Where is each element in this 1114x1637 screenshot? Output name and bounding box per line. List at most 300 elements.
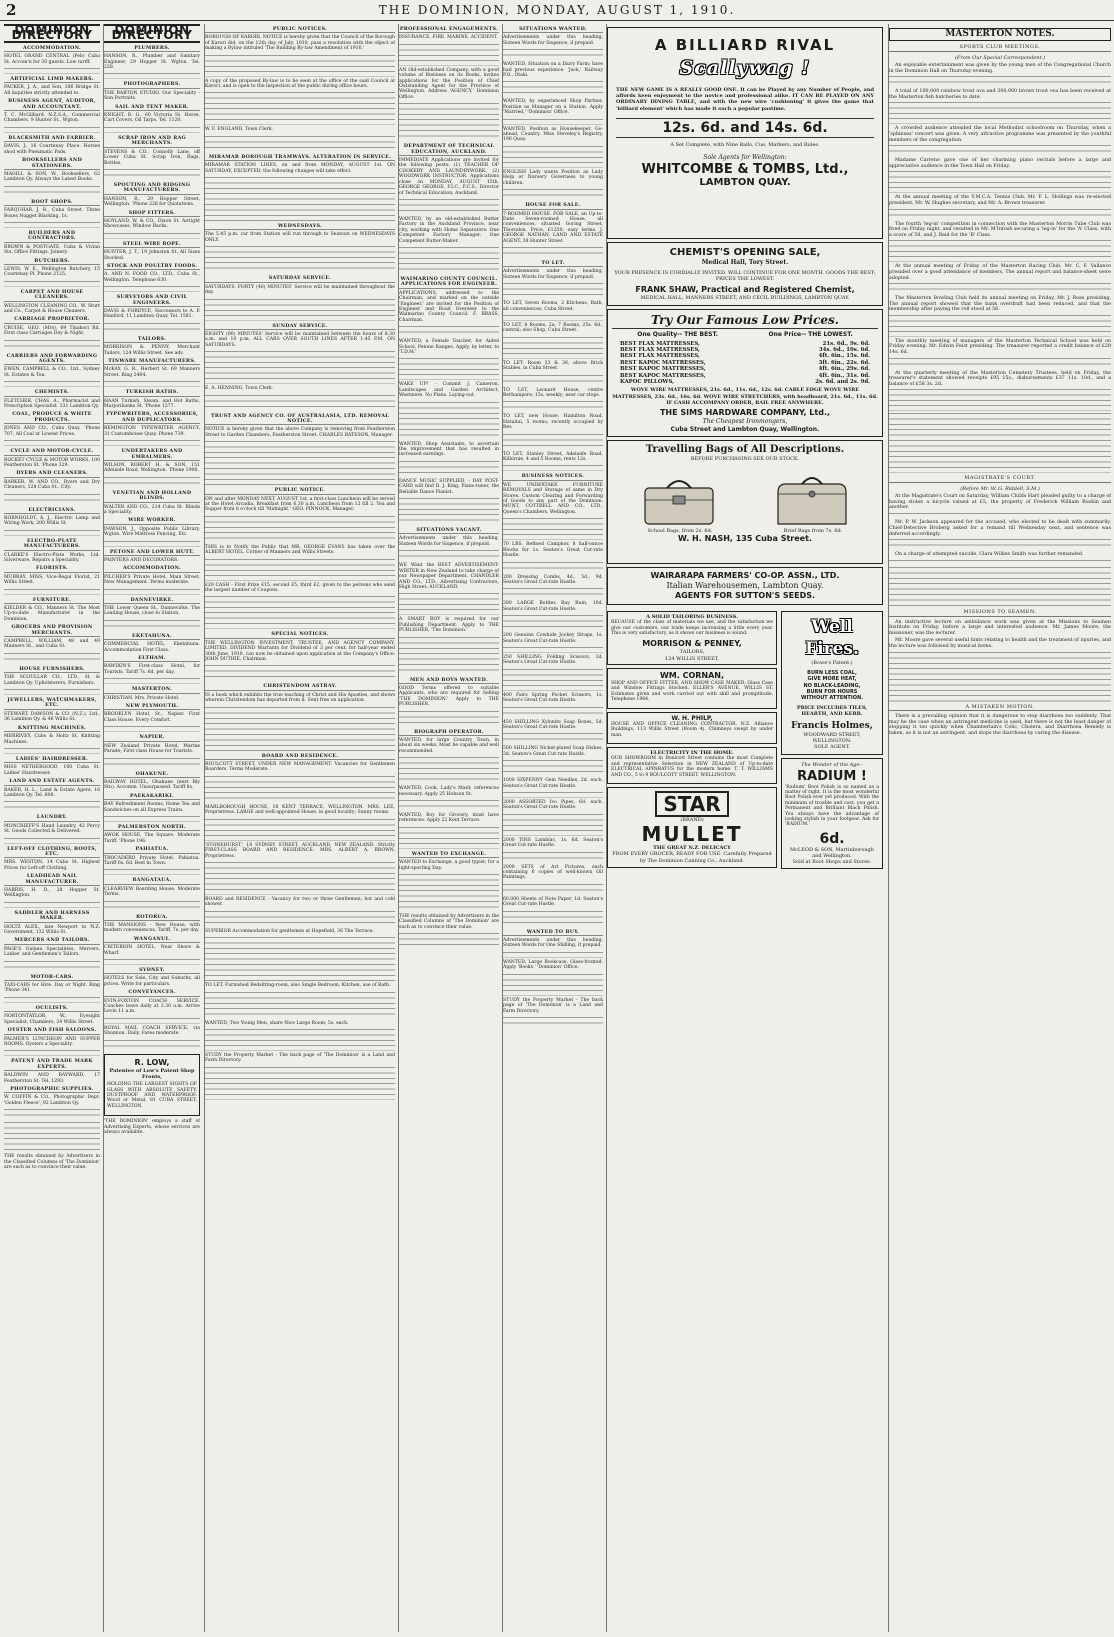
text-filler bbox=[4, 1050, 100, 1056]
price-value: 34s. 6d., 10s. 6d. bbox=[818, 347, 870, 354]
bottom-ads-row bbox=[607, 608, 883, 872]
section-heading: PALMERSTON NORTH. bbox=[104, 825, 200, 831]
text-filler bbox=[104, 901, 200, 912]
text-filler bbox=[503, 974, 603, 996]
missions-heading: MISSIONS TO SEAMEN. bbox=[889, 610, 1111, 616]
text-filler bbox=[503, 146, 603, 168]
column-directory-2 bbox=[103, 24, 200, 1632]
morrison-penney-ad bbox=[607, 611, 777, 665]
section-heading: BOOT SHOPS. bbox=[4, 200, 100, 206]
section-heading: MERCERS AND TAILORS. bbox=[4, 938, 100, 944]
section-heading: PAHIATUA. bbox=[104, 847, 200, 853]
listing-entry: Advertisements under this heading, Sixteen Words for One Shilling, if prepaid. bbox=[503, 938, 603, 949]
listing-entry: WELLINGTON CLEANING CO., W. Sturt and Co., Carpet & House Cleaners. bbox=[4, 303, 100, 314]
bottom-ads-left bbox=[607, 608, 777, 872]
text-filler bbox=[399, 103, 499, 141]
section-heading: FURNITURE. bbox=[4, 598, 100, 604]
article-paragraph: A crowded audience attended the local Methodist schoolroom on Thursday, when a 'sphinxes' concert was given. A very attractive programme was presented by the youthful members of the congregation. bbox=[889, 126, 1111, 143]
text-filler bbox=[503, 1017, 603, 1028]
text-filler bbox=[104, 678, 200, 684]
section-heading: PLUMBERS. bbox=[104, 46, 200, 52]
text-filler bbox=[503, 49, 603, 60]
listing-entry: BAWDEN'S First-class Hotel, for Tourists. Tariff 7s. 6d. per day. bbox=[104, 664, 200, 675]
philp-body: HOUSE AND OFFICE CLEANING CONTRACTOR. N.Z. Alliance Buildings, 113 Willis Street (Room 4). Chimneys swept by under man. bbox=[611, 722, 773, 738]
missions-paragraphs bbox=[889, 620, 1111, 650]
column-public-notices bbox=[204, 24, 395, 1632]
section-heading: NAPIER. bbox=[104, 735, 200, 741]
low-shopfront-ad bbox=[104, 1054, 200, 1116]
text-filler bbox=[503, 911, 603, 927]
listing-entry: 400 Pairs Spring Pocket Scissors, 1s. Seaton's Great Cut-rate Hustle. bbox=[503, 692, 603, 704]
section-heading: MIRAMAR BOROUGH TRAMWAYS. ALTERATION IN SERVICE. bbox=[205, 155, 395, 161]
morrison-role: TAILORS, bbox=[679, 649, 705, 656]
section-heading: TO LET. bbox=[503, 261, 603, 267]
text-filler bbox=[104, 1040, 200, 1051]
listing-entry: ROULCOTT STREET, UNDER NEW MANAGEMENT. Vacancies for Gentlemen Boarders. Terms Moderate. bbox=[205, 762, 395, 773]
billiard-price: 12s. 6d. and 14s. 6d. bbox=[616, 118, 874, 138]
price-item: BEST KAPOC MATTRESSES, bbox=[620, 372, 706, 379]
mistaken-motion-text: There is a prevailing opinion that it is dangerous to stop diarrhoea too suddenly. That may be the case when an astringent medicine is used, but there is not the least danger of stopping it too quickly when Chamberlain's Colic, Cholera, and Diarrhoea Remedy is taken, as it is not an astringent, and stops the diarrhoea by curing the disease. bbox=[889, 714, 1111, 736]
ad-subtitle: Patentee of Low's Patent Shop Fronts, bbox=[109, 1067, 195, 1080]
listing-entry: DANCE MUSIC SUPPLIED. - DAY POST-CARD will find R. J. King, Piano-tuner, the Reliable Dance Pianist. bbox=[399, 478, 499, 495]
chemist-address: MEDICAL HALL, MANNERS STREET, AND CECIL BUILDINGS, LAMBTON QUAY. bbox=[640, 294, 850, 301]
text-filler bbox=[399, 711, 499, 727]
listing-entry: BORNHOLDT, A. J., Electric Lamp and Wiring Work, 200 Willis St. bbox=[4, 515, 100, 527]
text-filler bbox=[205, 1029, 395, 1051]
listing-entry: TO LET, new House, Hamilton Road, Hataitai, 5 rooms; recently occupied by Rev. bbox=[503, 414, 603, 431]
mattress-extras: WOVE WIRE MATTRESSES, 21s. 6d., 11s. 6d., 12s. 6d. CABLE EDGE WOVE WIRE MATTRESSES, 23s. 6d., 16s. 6d. WOVE WIRE STRETCHERS, with headboard, 21s. 6d., 11s. 6d. IF CASH ACCOMPANY ORDER, RAIL FREE ANYWHERE. bbox=[612, 387, 878, 406]
article-paragraph: On a charge of attempted suicide, Clara Wilkes Smith was further remanded. bbox=[895, 552, 1084, 558]
text-filler bbox=[4, 902, 100, 908]
listing-entry: WILSON, ROBERT H. & SON, 151 Adelaide Road, Wellington. 'Phone 1906. bbox=[104, 462, 200, 474]
text-filler bbox=[399, 44, 499, 66]
price-value: 2s. 6d. and 2s. 9d. bbox=[815, 379, 870, 386]
listing-entry: MRS. WESTON, 14 Cuba St. Highest Prices for Left-off Clothing. bbox=[4, 860, 100, 871]
text-filler bbox=[104, 233, 200, 239]
text-filler bbox=[4, 186, 100, 197]
listing-entry: WE UNDERTAKE FURNITURE REMOVALS and Storage of same in Dry Stores. Custom Clearing and Forwarding of Goods to any part of the Dominion. MUNT, COTTRELL AND CO., LTD., Queen's Chambers, Wellington. bbox=[503, 482, 603, 515]
section-heading: CARRIERS AND FORWARDING AGENTS. bbox=[4, 354, 100, 366]
one-price: One Price-- THE LOWEST. bbox=[768, 331, 853, 339]
listing-entry: GOOD Terms offered to suitable Applicants, who are required for Selling 'THE DOMINION.' Apply to THE PUBLISHER. bbox=[399, 685, 499, 708]
listing-entry: E. A. HENNING, Town Clerk. bbox=[205, 386, 274, 392]
well-fires-sub: (Bowe's Patent.) bbox=[811, 660, 853, 667]
section-heading: OCULISTS. bbox=[4, 1006, 100, 1012]
listing-entry: WANTED, Shop Assistants, to ascertain the improvement that has resulted in increased earnings. bbox=[399, 441, 499, 458]
notices-list bbox=[205, 27, 395, 1100]
listing-entry: 2000 TINS Lamblac, 1s. 6d. Seaton's Great Cut-rate Hustle. bbox=[503, 837, 603, 849]
travelling-bags-ad bbox=[607, 440, 883, 564]
listing-entry: INSURANCE. FIRE. MARINE. ACCIDENT. bbox=[399, 35, 498, 41]
listing-entry: MERRIVEY, Cubs & Holtz St. Knitting Machines. bbox=[4, 734, 100, 745]
section-heading: SPOUTING AND RIDGING MANUFACTURERS. bbox=[104, 183, 200, 195]
brief-bag-icon bbox=[772, 472, 852, 528]
text-filler bbox=[503, 760, 603, 776]
listing-entry: IMMEDIATE Applications are invited for the following posts: (1) TEACHER OF COOKERY AND LAUNDRYWORK. (2) WOODWORK INSTRUCTOR. Applications close on MONDAY, AUGUST 15th. GEORGE GEORGE, F.I.C., F.C.S., Director of Technical Education, Auckland. bbox=[399, 158, 499, 196]
text-filler bbox=[503, 562, 603, 573]
sims-hardware-ad bbox=[607, 309, 883, 437]
text-filler bbox=[399, 247, 499, 274]
section-heading: UNDERTAKERS AND EMBALMERS. bbox=[104, 449, 200, 461]
text-filler bbox=[399, 933, 499, 949]
article-paragraph: An instructive lecture on ambulance work was given at the Missions to Seamen Institute on Friday, before a large and interested audience. Mr. James Moore, the missioner, was the lecturer. bbox=[889, 619, 1111, 636]
listing-entry: PILCHER'S Private Hotel, Main Street. New Management. Terms moderate. bbox=[104, 574, 200, 586]
text-filler bbox=[4, 440, 100, 446]
lambton-quay: LAMBTON QUAY. bbox=[699, 176, 791, 188]
section-heading: SITUATIONS WANTED. bbox=[503, 27, 603, 33]
text-filler bbox=[503, 852, 603, 863]
listing-entry: 2000 SETS of Art Pictures, each containing 6 copies of well-known Oil Paintings. bbox=[503, 864, 603, 881]
wairarapa-sub: Italian Warehousemen, Lambton Quay. bbox=[666, 581, 824, 591]
listing-entry: EIGHTY (80) MINUTES' Service will be maintained between the hours of 8.30 a.m. and 10 p.m. ALL CARS OVER SOUTH LINES AFTER 1.45 P.M. ON SATURDAYS. bbox=[205, 331, 395, 348]
text-filler bbox=[104, 869, 200, 875]
listing-entry: Advertisements under this heading, Sixteen Words for Sixpence, if prepaid. bbox=[503, 35, 603, 46]
price-value: 4ft. 6in., 15s. 6d. bbox=[818, 353, 870, 360]
listing-entry: WANTED, Boy for Grocery, must have references. Apply 22 Kent Terrace. bbox=[399, 813, 499, 824]
situations-list bbox=[503, 27, 603, 1028]
section-heading: VENETIAN AND HOLLAND BLINDS. bbox=[104, 491, 200, 503]
text-filler bbox=[104, 816, 200, 822]
radium-title: RADIUM ! bbox=[797, 768, 867, 784]
section-heading: RANGATAUA. bbox=[104, 878, 200, 884]
listing-entry: THE results obtained by Advertisers in the Classified Columns of 'The Dominion' are such as to convince their value. bbox=[399, 914, 499, 930]
text-filler bbox=[889, 145, 1111, 156]
section-heading: SAIL AND TENT MAKER. bbox=[104, 105, 200, 111]
bags-subtitle: BEFORE PURCHASING SEE OUR STOCK. bbox=[690, 456, 800, 463]
text-filler bbox=[104, 169, 200, 180]
listing-entry: WAKE UP! - Commit J. Cameron, Landscapes and Garden Architect, Westmere. No Plans. Laying-out. bbox=[399, 382, 499, 399]
listing-entry: HOLTZ ALEX., late Newport to N.Z. Government, 132 Willis St. bbox=[4, 924, 100, 936]
section-heading: TURKISH BATHS. bbox=[104, 390, 200, 396]
sims-address: Cuba Street and Lambton Quay, Wellington. bbox=[670, 425, 820, 433]
text-filler bbox=[205, 55, 395, 77]
listing-entry: IS a book which exhibits the true teaching of Christ and His Apostles, and shows wherein Christendom has departed from it. Sent free on application. bbox=[205, 692, 395, 704]
text-filler bbox=[4, 340, 100, 351]
holmes-agent: SOLE AGENT. bbox=[814, 744, 850, 751]
well-fires-ad bbox=[781, 611, 883, 755]
text-filler bbox=[104, 726, 200, 732]
article-paragraph: At the Magistrate's Court on Saturday, William Childs Hart pleaded guilty to a charge of having stolen a bicycle valued at £5, the property of Frederick William Ruskin and another. bbox=[889, 494, 1111, 511]
section-heading: PUBLIC NOTICE. bbox=[205, 488, 395, 494]
section-heading: HOUSE FURNISHERS. bbox=[4, 667, 100, 673]
listing-entry: WANTED, Cook, Lady's Maid; references necessary. Apply 25 Hobson St. bbox=[399, 786, 499, 797]
chemist-opening-sale-ad bbox=[607, 242, 883, 306]
listing-entry: MIRAMAR STATION LINES, on and from MONDAY, AUGUST 1st. ON SATURDAY, EXCEPTED, the following changes will take effect. bbox=[205, 163, 395, 174]
section-heading: CONVEYANCES. bbox=[104, 990, 200, 996]
text-filler bbox=[4, 68, 100, 74]
listing-entry: CRUISE, GEO. (Mrs), 69 Tinakori Rd. First class Carriages Day & Night. bbox=[4, 325, 100, 337]
text-filler bbox=[4, 494, 100, 505]
text-filler bbox=[4, 127, 100, 133]
text-filler bbox=[205, 992, 395, 1019]
listing-entry: BROWN & POSTGATE, Cuba & Vivian Sts. Office Fittings. Joinery. bbox=[4, 244, 100, 256]
text-filler bbox=[205, 862, 395, 895]
cornan-ad bbox=[607, 668, 777, 709]
text-filler bbox=[503, 315, 603, 321]
listing-entry: 7-ROOMED HOUSE. FOR SALE, an Up-to-Date Seven-roomed House, all conveniences, situated Goring Street, Thorndon. Price, £1250; easy terms. J. GEORGE NATHAN, LAND AND ESTATE AGENT, 38 Hunter Street. bbox=[503, 211, 603, 244]
text-filler bbox=[889, 171, 1111, 193]
listing-entry: BOROUGH OF KARORI. NOTICE is hereby given that the Council of the Borough of Karori did, on the 12th day of July, 1910, pass a resolution with the object of making a Bylaw intituled 'The Building By-law Amendment of 1910.' bbox=[205, 35, 395, 52]
section-heading: WAIMARINO COUNTY COUNCIL. APPLICATIONS FOR ENGINEER. bbox=[400, 275, 498, 288]
text-filler bbox=[399, 199, 499, 215]
section-heading: SITUATIONS VACANT. bbox=[399, 528, 499, 534]
listing-entry: 300 LARGE Bottles Bay Rum, 10d. Seaton's Great Cut-rate Hustle. bbox=[503, 601, 603, 612]
section-heading: NEW PLYMOUTH. bbox=[104, 704, 200, 710]
section-heading: HOUSE FOR SALE. bbox=[503, 203, 603, 209]
mistaken-motion-heading: A MISTAKEN MOTION. bbox=[889, 705, 1111, 711]
text-filler bbox=[503, 81, 603, 97]
section-heading: WANTED TO EXCHANGE. bbox=[399, 852, 499, 858]
text-filler bbox=[399, 550, 499, 561]
text-filler bbox=[503, 952, 603, 958]
quality-price-row bbox=[612, 331, 878, 339]
article-paragraph: Mr. P. W. Jackson appeared for the accused, who elected to be dealt with summarily. Chief-Detective Broberg asked for a remand till Wednesday next, and sentence was deferred accordingly. bbox=[889, 520, 1111, 537]
section-heading: OHAKUNE. bbox=[104, 772, 200, 778]
listing-entry: TO LET, Furnished Bedsitting-room, also Single Bedroom, Kitchen, use of Bath. bbox=[205, 983, 391, 989]
section-heading: STEEL WIRE ROPE. bbox=[104, 242, 200, 248]
listing-entry: THE MANSIONS - New House, with modern conveniences. Tariff, 7s. per day. bbox=[104, 923, 200, 934]
text-filler bbox=[4, 997, 100, 1003]
section-heading: BIOGRAPH OPERATOR. bbox=[399, 730, 499, 736]
listing-entry: MURRAY, MISS, Vice-Regal Florist, 21 Willis Street. bbox=[4, 574, 100, 586]
listing-entry: 70 LBS. Refined Camphor, 8 half-ounce Blocks for 1s. Seaton's Great Cut-rate Hustle. bbox=[503, 542, 603, 559]
text-filler bbox=[205, 911, 395, 927]
text-filler bbox=[104, 440, 200, 446]
low-prices-slogan: Try Our Famous Low Prices. bbox=[612, 313, 878, 329]
brief-bags-caption: Brief Bags from 7s. 6d. bbox=[783, 528, 843, 535]
text-filler bbox=[503, 647, 603, 653]
section-heading: CHRISTENDOM ASTRAY. bbox=[205, 684, 395, 690]
section-heading: ARTIFICIAL LIMB MAKERS. bbox=[4, 77, 100, 83]
section-heading: DANNEVIRKE. bbox=[104, 598, 200, 604]
listing-entry: BARKER, W. AND CO., Dyers and Dry Cleaners, 128 Cuba St., City. bbox=[4, 479, 100, 491]
section-heading: LAUNDRY. bbox=[4, 815, 100, 821]
text-filler bbox=[4, 689, 100, 695]
listing-entry: THIS is to Notify the Public that MR. GEORGE EVANS has taken over the ALBERT HOTEL, Corner of Manners and Willis Streets. bbox=[205, 544, 395, 556]
section-heading: WANGANUI. bbox=[104, 937, 200, 943]
radium-polish-ad bbox=[781, 758, 883, 869]
chemist-body: YOUR PRESENCE IS CORDIALLY INVITED. WILL CONTINUE FOR ONE MONTH. GOODS THE BEST; PRICES THE LOWEST. bbox=[614, 269, 876, 282]
listing-entry: HOTELS for Sale, City and Suburbs, all prices. Write for particulars. bbox=[104, 976, 200, 987]
listing-entry: W. F. ENGLAND, Town Clerk. bbox=[205, 127, 274, 133]
listing-entry: ROCKET CYCLE & MOTOR WORKS, 100 Featherston St. 'Phone 329. bbox=[4, 457, 100, 468]
column-professional-engagements bbox=[398, 24, 499, 1632]
court-note: (Before Mr. W. G. Riddell, S.M.) bbox=[960, 485, 1040, 492]
listing-entry: PALMER'S LUNCHEON AND SUPPER ROOMS. Oysters a Speciality. bbox=[4, 1036, 100, 1047]
text-filler bbox=[399, 358, 499, 380]
frank-shaw: FRANK SHAW, Practical and Registered Chemist, bbox=[635, 284, 855, 294]
listing-entry: MARLBOROUGH HOUSE, 18 KENT TERRACE, WELLINGTON. MRS. LEE, Proprietress. LARGE and well-appointed House, in good locality; Sunny rooms. bbox=[205, 804, 395, 816]
listing-entry: AN Old-established Company, with a good volume of Business on its Books, invites applications for the Position of Chief Outstanding Agent for the Province of Wellington. Address 'AGENCY,' Dominion Office. bbox=[399, 67, 499, 100]
text-filler bbox=[503, 247, 603, 258]
listing-entry: WANTED, by an old-established Butter Factory in the Auckland Province, near city, working with Home Separators: One Competent Factory Manager. One Competent Butter-Maker. bbox=[399, 216, 499, 244]
fire-features bbox=[785, 670, 879, 701]
listing-entry: REMINGTON TYPEWRITER AGENCY, 31 Customhouse Quay. Phone 739. bbox=[104, 426, 200, 437]
fire-feature: BURN FOR HOURS bbox=[806, 688, 858, 695]
billiard-rival-ad bbox=[607, 27, 883, 239]
section-heading: PUBLIC NOTICES. bbox=[205, 27, 395, 33]
text-filler bbox=[4, 653, 100, 664]
listing-entry: 2000 ASSORTED Ivo Pipes, 6d. each. Seaton's Great Cut-rate Hustle. bbox=[503, 800, 603, 811]
price-item: BEST FLAX MATTRESSES, bbox=[620, 353, 700, 360]
listing-entry: EVIN-FOXTON COACH SERVICE. Coaches leave daily at 3.30 a.m. Arrive Levin 11 a.m. bbox=[104, 998, 200, 1015]
text-filler bbox=[205, 776, 395, 803]
star-mullet-ad bbox=[607, 787, 777, 868]
listing-entry: £20 CASH - First Prize £15, second £5, third £2, given to the persons who send the largest number of Coupons. bbox=[205, 582, 395, 593]
text-filler bbox=[205, 665, 395, 681]
section-heading: CHEMISTS. bbox=[4, 390, 100, 396]
page-number: 2 bbox=[6, 1, 17, 19]
text-filler bbox=[104, 959, 200, 965]
section-heading: SURVEYORS AND CIVIL ENGINEERS. bbox=[104, 295, 200, 307]
text-filler bbox=[503, 465, 603, 471]
listing-entry: 200 Genuine Cowhide Jockey Straps, 1s. Seaton's Great Cut-rate Hustle. bbox=[503, 633, 603, 644]
text-filler bbox=[889, 539, 1111, 550]
section-heading: KNITTING MACHINES. bbox=[4, 726, 100, 732]
text-filler bbox=[399, 593, 499, 615]
section-heading: TINWARE MANUFACTURERS. bbox=[104, 359, 200, 365]
radium-price: 6d. bbox=[819, 830, 845, 847]
listing-entry: WE Want the BEST ADVERTISEMENT-WRITER in New Zealand to take charge of our Newspaper Department. CHANDLER AND CO., LTD., Advertising Contractors, High Street, AUCKLAND. bbox=[399, 563, 499, 590]
section-heading: BUSINESS AGENT, AUDITOR, AND ACCOUNTANT. bbox=[4, 99, 100, 111]
listing-entry: BOARD and RESIDENCE - Vacancy for two or three Gentlemen; hot and cold shower. bbox=[205, 896, 395, 908]
text-filler bbox=[889, 102, 1111, 124]
text-filler bbox=[4, 1122, 100, 1152]
listing-entry: DAWSON, J., Opposite Public Library, Wgton. Wire Mattress Fencing, Etc. bbox=[104, 526, 200, 538]
listing-entry: RAILWAY HOTEL, Ohakune (next Rly Stn). Accomm. Unsurpassed. Tariff 8s. bbox=[104, 779, 200, 791]
text-filler bbox=[104, 1018, 200, 1024]
wairarapa-farmers-ad bbox=[607, 567, 883, 605]
star-name: STAR bbox=[655, 791, 728, 817]
listing-entry: ROYAL MAIL COACH SERVICE, via Shannon. Daily. Fares moderate. bbox=[104, 1025, 200, 1037]
section-heading: FLORISTS. bbox=[4, 566, 100, 572]
text-filler bbox=[399, 800, 499, 811]
fire-feature: WITHOUT ATTENTION. bbox=[800, 695, 864, 702]
chemist-hall: Medical Hall, Tory Street. bbox=[701, 259, 789, 266]
price-row bbox=[612, 379, 878, 385]
listing-entry: MONCRIEFF'S Hand Laundry, 42 Percy St. Goods Collected & Delivered. bbox=[4, 823, 100, 835]
section-heading: SADDLER AND HARNESS MAKER. bbox=[4, 911, 100, 923]
newspaper-title: THE DOMINION, MONDAY, AUGUST 1, 1910. bbox=[378, 3, 736, 17]
listing-entry: THE Lower Queen St., Dannevirke. The Leading House, close to Station. bbox=[104, 606, 200, 617]
text-filler bbox=[4, 222, 100, 228]
text-filler bbox=[205, 351, 395, 384]
listing-entry: A. AND N. FOOD CO., LTD., Cuba St., Wellington. Telephone 630. bbox=[104, 272, 200, 283]
price-value: 4ft. 6in., 29s. 6d. bbox=[818, 366, 870, 373]
text-filler bbox=[104, 73, 200, 79]
listing-entry: DAVIS & FORDYCE, Successors to A. P. Hanford, 11 Lambton Quay. Tel. 1581. bbox=[104, 309, 200, 320]
section-heading: LEFT-OFF CLOTHING, BOOTS, ETC. bbox=[4, 847, 100, 859]
text-filler bbox=[889, 315, 1111, 337]
section-heading: PROFESSIONAL ENGAGEMENTS. bbox=[399, 26, 499, 32]
section-heading: DEPARTMENT OF TECHNICAL EDUCATION, AUCKLAND. bbox=[399, 144, 499, 156]
listing-entry: TROCADERO Private Hotel. Pahiatua. Tariff 6s. 6d. Best in Town. bbox=[104, 855, 200, 866]
text-filler bbox=[889, 389, 1111, 411]
text-filler bbox=[205, 246, 395, 273]
well-fires-title: Well Fires. bbox=[805, 617, 859, 660]
listing-entry: HANSON, R., Plumber and Sanitary Engineer, 29 Hopper St. Wgton. Tel. 228. bbox=[104, 54, 200, 71]
text-filler bbox=[503, 119, 603, 125]
section-heading: WIRE WORKER. bbox=[104, 518, 200, 524]
listing-entry: The 5.45 p.m. car from Station will run through to Seatoun on WEDNESDAYS ONLY. bbox=[205, 232, 395, 243]
section-heading: BOOKSELLERS AND STATIONERS. bbox=[4, 158, 100, 170]
text-filler bbox=[104, 589, 200, 595]
section-heading: SYDNEY. bbox=[104, 968, 200, 974]
text-filler bbox=[399, 874, 499, 912]
section-heading: BUTCHERS. bbox=[4, 259, 100, 265]
text-filler bbox=[104, 620, 200, 631]
radium-sold: Sold at Boot Shops and Stores. bbox=[792, 859, 872, 866]
section-heading: SPECIAL NOTICES. bbox=[205, 632, 395, 638]
listing-entry: NEW Zealand Private Hotel, Marine Parade; First-class House for Tourists. bbox=[104, 743, 200, 755]
text-filler bbox=[503, 375, 603, 386]
listing-entry: BAY Refreshment Rooms, Home Tea and Sandwiches on all Express Trains. bbox=[104, 802, 200, 813]
column-directory-1 bbox=[4, 24, 100, 1632]
billiard-title: A BILLIARD RIVAL bbox=[654, 36, 836, 54]
listing-entry: HAAN Turkish, Steam, and Hot Baths, Marjoribanks St. 'Phone 1377. bbox=[104, 398, 200, 410]
section-heading: TAILORS. bbox=[104, 337, 200, 343]
section-heading: SHOP FITTERS. bbox=[104, 211, 200, 217]
listing-entry: ON and after MONDAY NEXT, AUGUST 1st, a first-class Luncheon will be served at the Hotel Arcadia. Breakfast from 6.30 a.m. Luncheon from 12 till 2. Tea and Supper from 6 o'clock till 'Midnight.' GEO. PINNOCK, Manager. bbox=[205, 496, 395, 513]
school-bag-icon bbox=[639, 472, 719, 528]
directory-list bbox=[4, 46, 100, 1120]
price-item: BEST KAPOC MATTRESSES, bbox=[620, 359, 706, 366]
classified-footer-note: THE results obtained by Advertisers in the Classified Columns of 'The Dominion' are such as to convince their value. bbox=[4, 1154, 100, 1170]
listing-entry: TO LET, 8 Rooms, 2a; 7 Rooms, 25s. 6d., central; also Shop, Cuba Street. bbox=[503, 322, 603, 334]
text-filler bbox=[503, 733, 603, 744]
column-masterton-notes bbox=[888, 24, 1111, 1632]
listing-entry: WANTED, Position as Housekeeper, Go-ahead, Country. Miss Steveley's Registry, 196 Quay. bbox=[503, 126, 603, 143]
text-filler bbox=[205, 136, 395, 152]
text-filler bbox=[205, 516, 395, 543]
text-filler bbox=[4, 530, 100, 536]
text-filler bbox=[205, 559, 395, 581]
text-filler bbox=[503, 707, 603, 718]
text-filler bbox=[503, 615, 603, 631]
fire-feature: NO BLACK-LEADING, bbox=[803, 682, 861, 689]
article-paragraph: Mr. Moore gave several useful hints relating to health and the treatment of injuries, and the lecture was followed by musical items. bbox=[889, 638, 1111, 649]
scallywag-name: Scallywag ! bbox=[679, 57, 811, 79]
listing-entry: WANTED, for large Country Town, in about six weeks. Must be capable and well recommended. bbox=[399, 737, 499, 754]
masterton-notes-heading: MASTERTON NOTES. bbox=[889, 28, 1111, 41]
billiard-description: THE NEW GAME IS A REALLY GOOD ONE. It can be Played by any Number of People, and affords keen enjoyment to the novice and professional alike. IT CAN BE PLAYED ON ANY ORDINARY DINING TABLE, and with the new wire 'cushioning' it gives the game that 'billiard element' which has made it such a popular pastime. bbox=[616, 87, 874, 112]
text-filler bbox=[205, 707, 395, 751]
listing-entry: MAGILL & SON, W., Booksellers, 62 Lambton Qy. Always the Latest Books. bbox=[4, 171, 100, 183]
text-filler bbox=[889, 283, 1111, 294]
fire-feature: GIVE MORE HEAT, bbox=[807, 676, 857, 683]
listing-entry: A copy of the proposed By-law is to be seen at the office of the said Council at Karori, and is open to the inspection of the public during office hours. bbox=[205, 78, 395, 90]
listing-entry: MORRISON & PENNY, Merchant Tailors, 124 Willis Street. See adv. bbox=[104, 345, 200, 356]
section-heading: PAEKAKARIKI. bbox=[104, 794, 200, 800]
article-paragraph: An enjoyable entertainment was given by the young men of the Congregational Church in the Dominion Hall on Thursday evening. bbox=[889, 63, 1111, 74]
article-paragraph: The fourth 'leg-in' competition in connection with the Masterton Morris Tube Club was fired on Friday night, and resulted in Mr. M'Intosh securing a 'leg-in' for the 'A' Class, with a score of 58, and J. Reid for the 'B' Class. bbox=[889, 221, 1111, 238]
section-heading: LADIES' HAIRDRESSER. bbox=[4, 757, 100, 763]
morrison-address: 124 WILLIS STREET. bbox=[665, 655, 719, 662]
listing-entry: TO LET, Seven Rooms, 2 Kitchens, Bath, all conveniences, Cuba Street. bbox=[503, 301, 603, 312]
listing-entry: DAVIS, J., 16 Courtenay Place. Horses shod with Pneumatic Pads. bbox=[4, 144, 100, 155]
one-quality: One Quality-- THE BEST. bbox=[637, 331, 718, 339]
section-heading: SATURDAY SERVICE. bbox=[205, 276, 395, 282]
listing-entry: TO LET, Room 33 & 36, above Brick Stables, in Cuba Street. bbox=[503, 360, 603, 372]
electricity-ad bbox=[607, 747, 777, 784]
section-heading: ELTHAM. bbox=[104, 656, 200, 662]
bags-illustrations bbox=[612, 462, 878, 528]
cornan-name: WM. CORNAN, bbox=[659, 670, 725, 680]
section-heading: DYERS AND CLEANERS. bbox=[4, 471, 100, 477]
text-filler bbox=[104, 758, 200, 769]
listing-entry: FLETCHER, CHAS. A., Pharmacist and Prescription Specialist. 231 Lambton Qy. bbox=[4, 398, 100, 410]
text-filler bbox=[104, 323, 200, 334]
